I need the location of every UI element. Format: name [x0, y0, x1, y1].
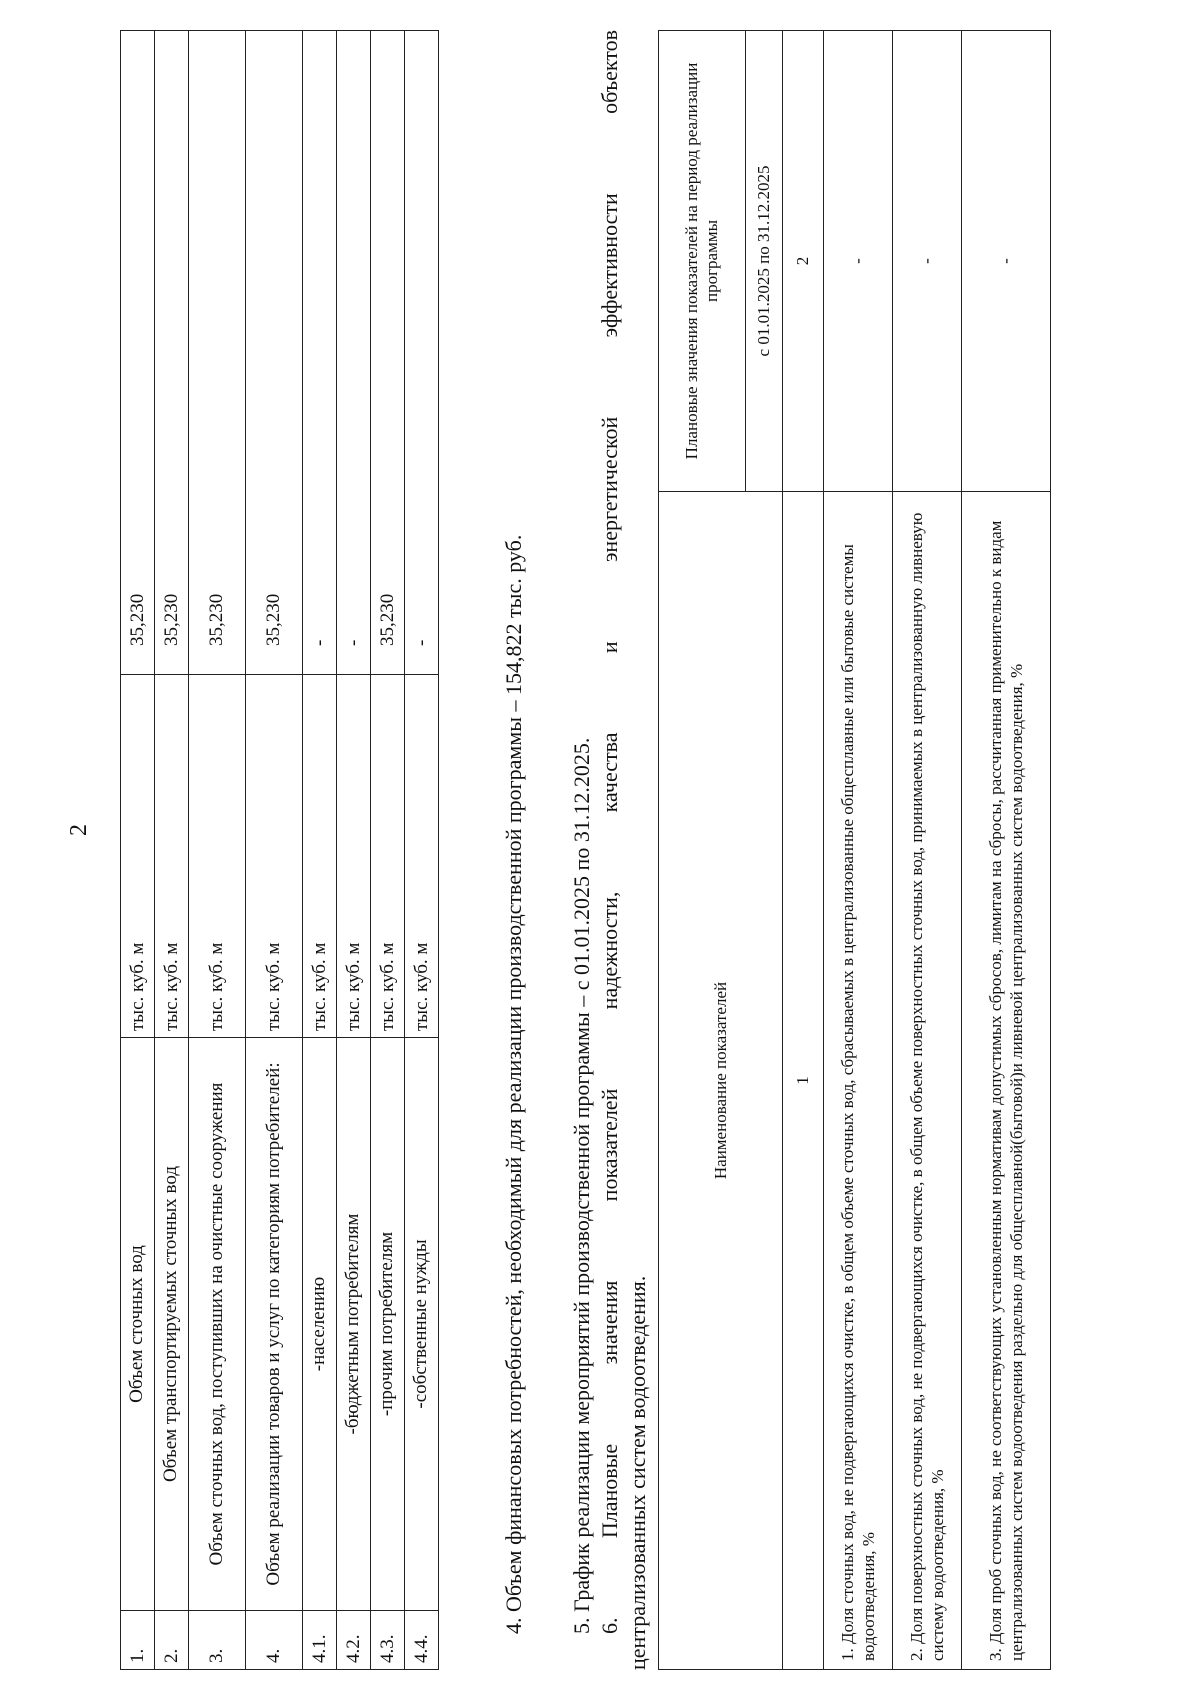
- row-number: 2.: [155, 1611, 189, 1670]
- table-column-numbers: [783, 31, 824, 1670]
- row-value: 35,230: [371, 31, 405, 675]
- row-name: -бюджетным потребителям: [337, 1038, 371, 1611]
- table-header-row: [659, 31, 746, 1670]
- row-number: 4.3.: [371, 1611, 405, 1670]
- indicator-value: -: [824, 31, 893, 492]
- row-unit: тыс. куб. м: [337, 675, 371, 1038]
- row-number: 4.2.: [337, 1611, 371, 1670]
- row-name: -собственные нужды: [405, 1038, 439, 1611]
- row-number: 4.4.: [405, 1611, 439, 1670]
- indicator-value: -: [893, 31, 962, 492]
- table-row: [303, 31, 337, 1670]
- indicator-value: -: [962, 31, 1051, 492]
- row-unit: тыс. куб. м: [303, 675, 337, 1038]
- table-row: [189, 31, 246, 1670]
- paragraph-indicators-intro-cont: централизованных систем водоотведения.: [625, 1275, 650, 1670]
- row-name: Объем реализации товаров и услуг по категориям потребителей:: [246, 1038, 303, 1611]
- row-value: 35,230: [155, 31, 189, 675]
- row-name: Объем сточных вод, поступивших на очистные сооружения: [189, 1038, 246, 1611]
- row-value: 35,230: [189, 31, 246, 675]
- column-number: 1: [783, 492, 824, 1670]
- row-number: 3.: [189, 1611, 246, 1670]
- row-number: 4.1.: [303, 1611, 337, 1670]
- row-name: Объем транспортируемых сточных вод: [155, 1038, 189, 1611]
- paragraph-financial-needs: 4. Объем финансовых потребностей, необходимый для реализации производственной программы – 154,822 тыс. руб.: [501, 534, 526, 1634]
- header-plan: Плановые значения показателей на период реализации программы: [659, 31, 746, 492]
- row-unit: тыс. куб. м: [371, 675, 405, 1038]
- volume-table: [120, 30, 439, 1670]
- table-row: [121, 31, 155, 1670]
- header-name: Наименование показателей: [659, 492, 783, 1670]
- row-number: 4.: [246, 1611, 303, 1670]
- row-unit: тыс. куб. м: [189, 675, 246, 1038]
- row-name: -населению: [303, 1038, 337, 1611]
- indicators-table: [658, 30, 1051, 1670]
- row-unit: тыс. куб. м: [246, 675, 303, 1038]
- paragraph-indicators-intro: 6. Плановые значения показателей надежности, качества и энергетической эффективности объектов: [597, 30, 622, 1634]
- table-row: [824, 31, 893, 1670]
- row-name: -прочим потребителям: [371, 1038, 405, 1611]
- row-unit: тыс. куб. м: [121, 675, 155, 1038]
- row-number: 1.: [121, 1611, 155, 1670]
- table-row: [371, 31, 405, 1670]
- indicator-text: 1. Доля сточных вод, не подвергающихся очистке, в общем объеме сточных вод, сбрасываемых в централизованные общесплавные или бытовые системы водоотведения, %: [824, 492, 893, 1670]
- table-row: [155, 31, 189, 1670]
- row-unit: тыс. куб. м: [155, 675, 189, 1038]
- table-row: [893, 31, 962, 1670]
- row-unit: тыс. куб. м: [405, 675, 439, 1038]
- indicator-text: 2. Доля поверхностных сточных вод, не подвергающихся очистке, в общем объеме поверхностных сточных вод, принимаемых в централизованную ливневую систему водоотведения, %: [893, 492, 962, 1670]
- row-value: -: [303, 31, 337, 675]
- rotated-content: [120, 30, 1180, 1670]
- table-row: [405, 31, 439, 1670]
- row-name: Объем сточных вод: [121, 1038, 155, 1611]
- indicator-text: 3. Доля проб сточных вод, не соответствующих установленным нормативам допустимых сбросов, лимитам на сбросы, рассчитанная применительно к видам централизованных систем водоотведения раздельно для общесплавной(бытовой)и ливневой централизованных систем водоотведения, %: [962, 492, 1051, 1670]
- header-period: с 01.01.2025 по 31.12.2025: [746, 31, 783, 492]
- column-number: 2: [783, 31, 824, 492]
- page-number: 2: [66, 824, 92, 836]
- row-value: -: [405, 31, 439, 675]
- row-value: 35,230: [121, 31, 155, 675]
- table-row: [337, 31, 371, 1670]
- row-value: -: [337, 31, 371, 675]
- row-value: 35,230: [246, 31, 303, 675]
- table-row: [246, 31, 303, 1670]
- paragraph-schedule: 5. График реализации мероприятий производственной программы – с 01.01.2025 по 31.12.2025.: [569, 737, 594, 1634]
- table-row: [962, 31, 1051, 1670]
